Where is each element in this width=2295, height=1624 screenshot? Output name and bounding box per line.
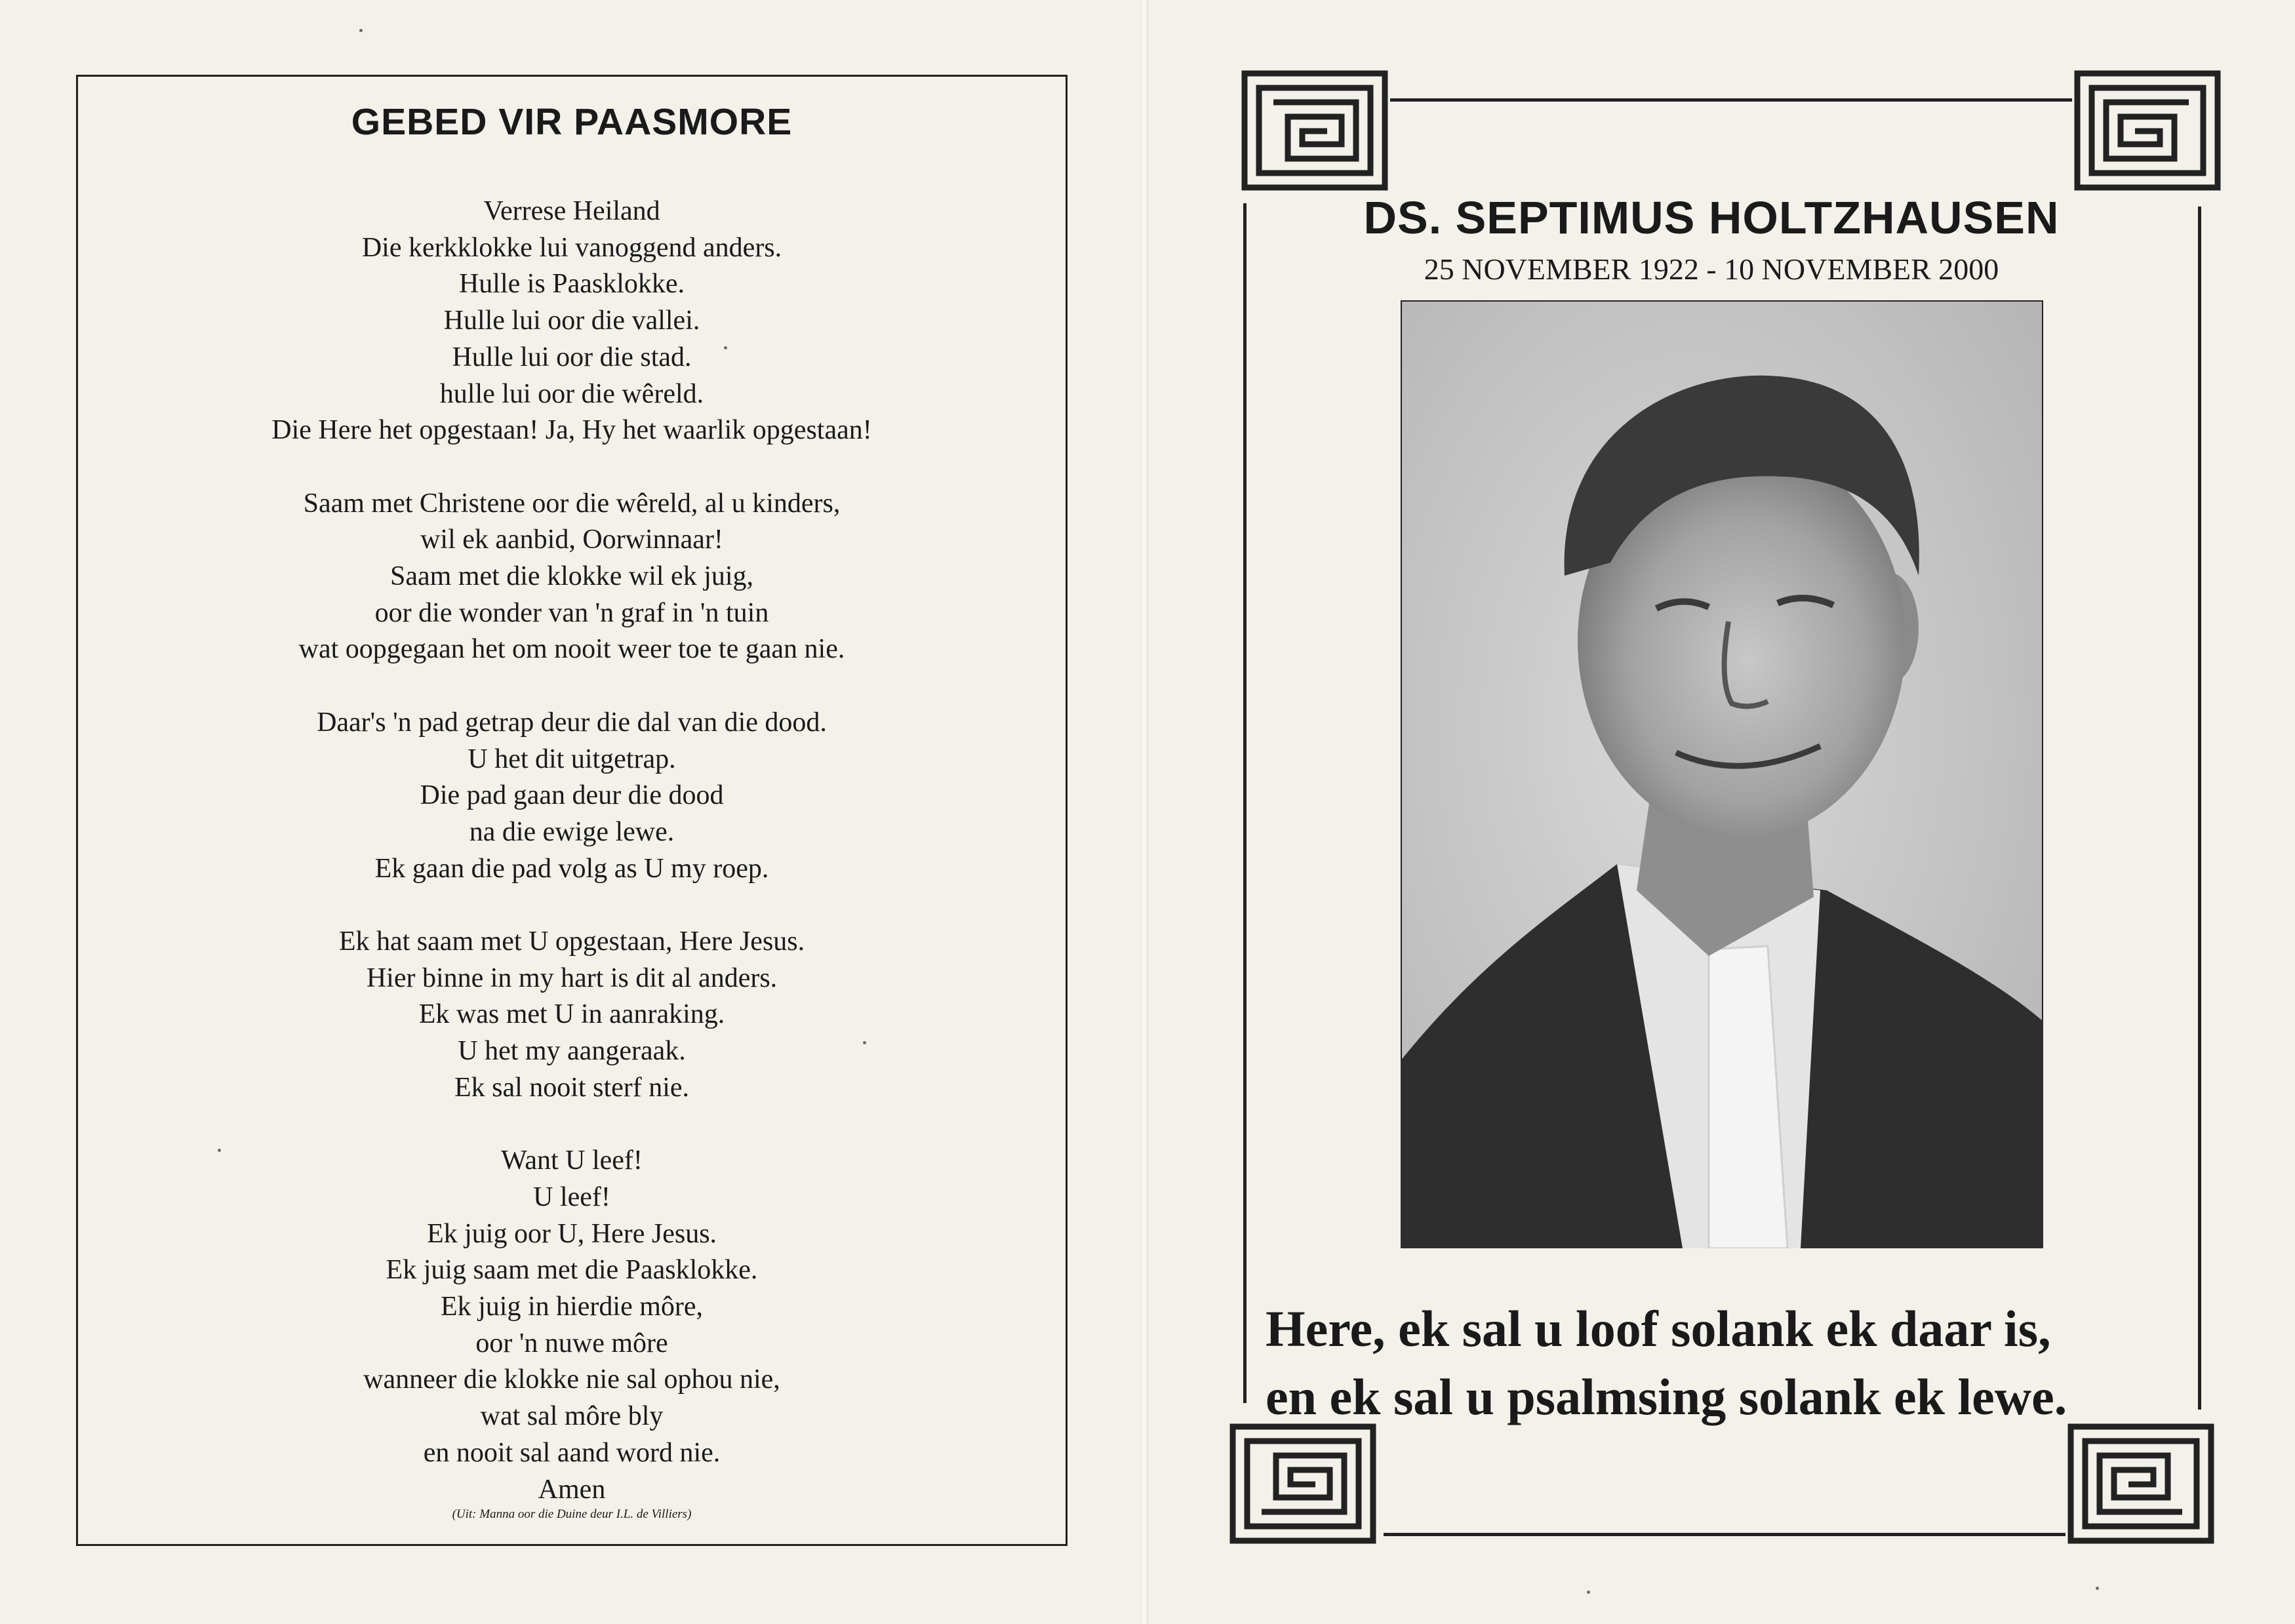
speck xyxy=(359,29,363,32)
frame-bottom-rule xyxy=(1384,1533,2066,1536)
prayer-line: Ek juig in hierdie môre, xyxy=(440,1292,704,1322)
prayer-stanza xyxy=(78,1143,1066,1508)
prayer-line: Ek juig saam met die Paasklokke. xyxy=(386,1255,758,1286)
prayer-line: Saam met Christene oor die wêreld, al u kinders, xyxy=(303,488,841,519)
prayer-line: Ek sal nooit sterf nie. xyxy=(454,1072,690,1103)
frame-top-rule xyxy=(1390,98,2072,102)
prayer-line: wanneer die klokke nie sal ophou nie, xyxy=(363,1364,780,1395)
prayer-line: Die Here het opgestaan! Ja, Hy het waarlik opgestaan! xyxy=(271,415,872,446)
prayer-line: Ek juig oor U, Here Jesus. xyxy=(426,1218,717,1249)
prayer-line: Amen xyxy=(538,1474,606,1505)
prayer-line: Die pad gaan deur die dood xyxy=(420,780,724,811)
prayer-line: Saam met die klokke wil ek juig, xyxy=(389,561,754,592)
prayer-line: Hier binne in my hart is dit al anders. xyxy=(366,962,778,993)
prayer-line: U het dit uitgetrap. xyxy=(468,743,676,774)
prayer-stanza xyxy=(78,924,1066,1107)
prayer-line: Hulle lui oor die stad. xyxy=(452,342,692,372)
prayer-line: en nooit sal aand word nie. xyxy=(423,1437,721,1468)
prayer-line: Hulle lui oor die vallei. xyxy=(443,306,700,336)
scripture-verse xyxy=(1266,1295,2236,1431)
prayer-line: Ek gaan die pad volg as U my roep. xyxy=(374,853,769,884)
speck xyxy=(863,1041,866,1044)
corner-ornament-bottom-right xyxy=(2066,1421,2216,1546)
prayer-line: Ek was met U in aanraking. xyxy=(418,999,725,1030)
prayer-stanza xyxy=(78,705,1066,888)
prayer-line: Daar's 'n pad getrap deur die dal van die dood. xyxy=(317,707,827,738)
prayer-line: hulle lui oor die wêreld. xyxy=(439,378,704,409)
portrait-photo xyxy=(1401,300,2043,1248)
prayer-panel xyxy=(76,75,1068,1546)
prayer-line: U leef! xyxy=(533,1181,610,1212)
speck xyxy=(1587,1591,1590,1594)
prayer-line: Want U leef! xyxy=(501,1145,643,1176)
prayer-line: U het my aangeraak. xyxy=(458,1036,686,1067)
page-fold xyxy=(1140,0,1149,1624)
speck xyxy=(218,1149,221,1152)
prayer-line: wat oopgegaan het om nooit weer toe te gaan nie. xyxy=(298,634,845,665)
prayer-line: wat sal môre bly xyxy=(480,1401,664,1432)
prayer-line: oor 'n nuwe môre xyxy=(475,1328,668,1358)
speck xyxy=(724,346,727,349)
prayer-line: na die ewige lewe. xyxy=(469,816,675,847)
verse-line-1: Here, ek sal u loof solank ek daar is, xyxy=(1266,1300,2051,1357)
prayer-stanza xyxy=(78,193,1066,449)
frame-right-rule xyxy=(2198,207,2201,1410)
prayer-title: GEBED VIR PAASMORE xyxy=(351,101,793,143)
prayer-poem xyxy=(78,193,1066,1522)
prayer-line: Die kerkklokke lui vanoggend anders. xyxy=(361,232,782,263)
speck xyxy=(2096,1587,2099,1590)
prayer-stanza xyxy=(78,486,1066,669)
life-dates: 25 NOVEMBER 1922 - 10 NOVEMBER 2000 xyxy=(1424,252,1999,286)
frame-left-rule xyxy=(1243,203,1247,1403)
prayer-line: Ek hat saam met U opgestaan, Here Jesus. xyxy=(338,926,805,957)
corner-ornament-bottom-left xyxy=(1227,1421,1378,1546)
prayer-line: oor die wonder van 'n graf in 'n tuin xyxy=(374,597,769,628)
prayer-source: (Uit: Manna oor die Duine deur I.L. de Villiers) xyxy=(452,1507,692,1522)
prayer-line: Verrese Heiland xyxy=(483,196,660,226)
prayer-line: Hulle is Paasklokke. xyxy=(458,269,685,300)
corner-ornament-top-right xyxy=(2072,68,2223,193)
verse-line-2: en ek sal u psalmsing solank ek lewe. xyxy=(1266,1368,2067,1425)
deceased-name: DS. SEPTIMUS HOLTZHAUSEN xyxy=(1363,192,2060,243)
corner-ornament-top-left xyxy=(1239,68,1390,193)
prayer-line: wil ek aanbid, Oorwinnaar! xyxy=(420,525,723,555)
